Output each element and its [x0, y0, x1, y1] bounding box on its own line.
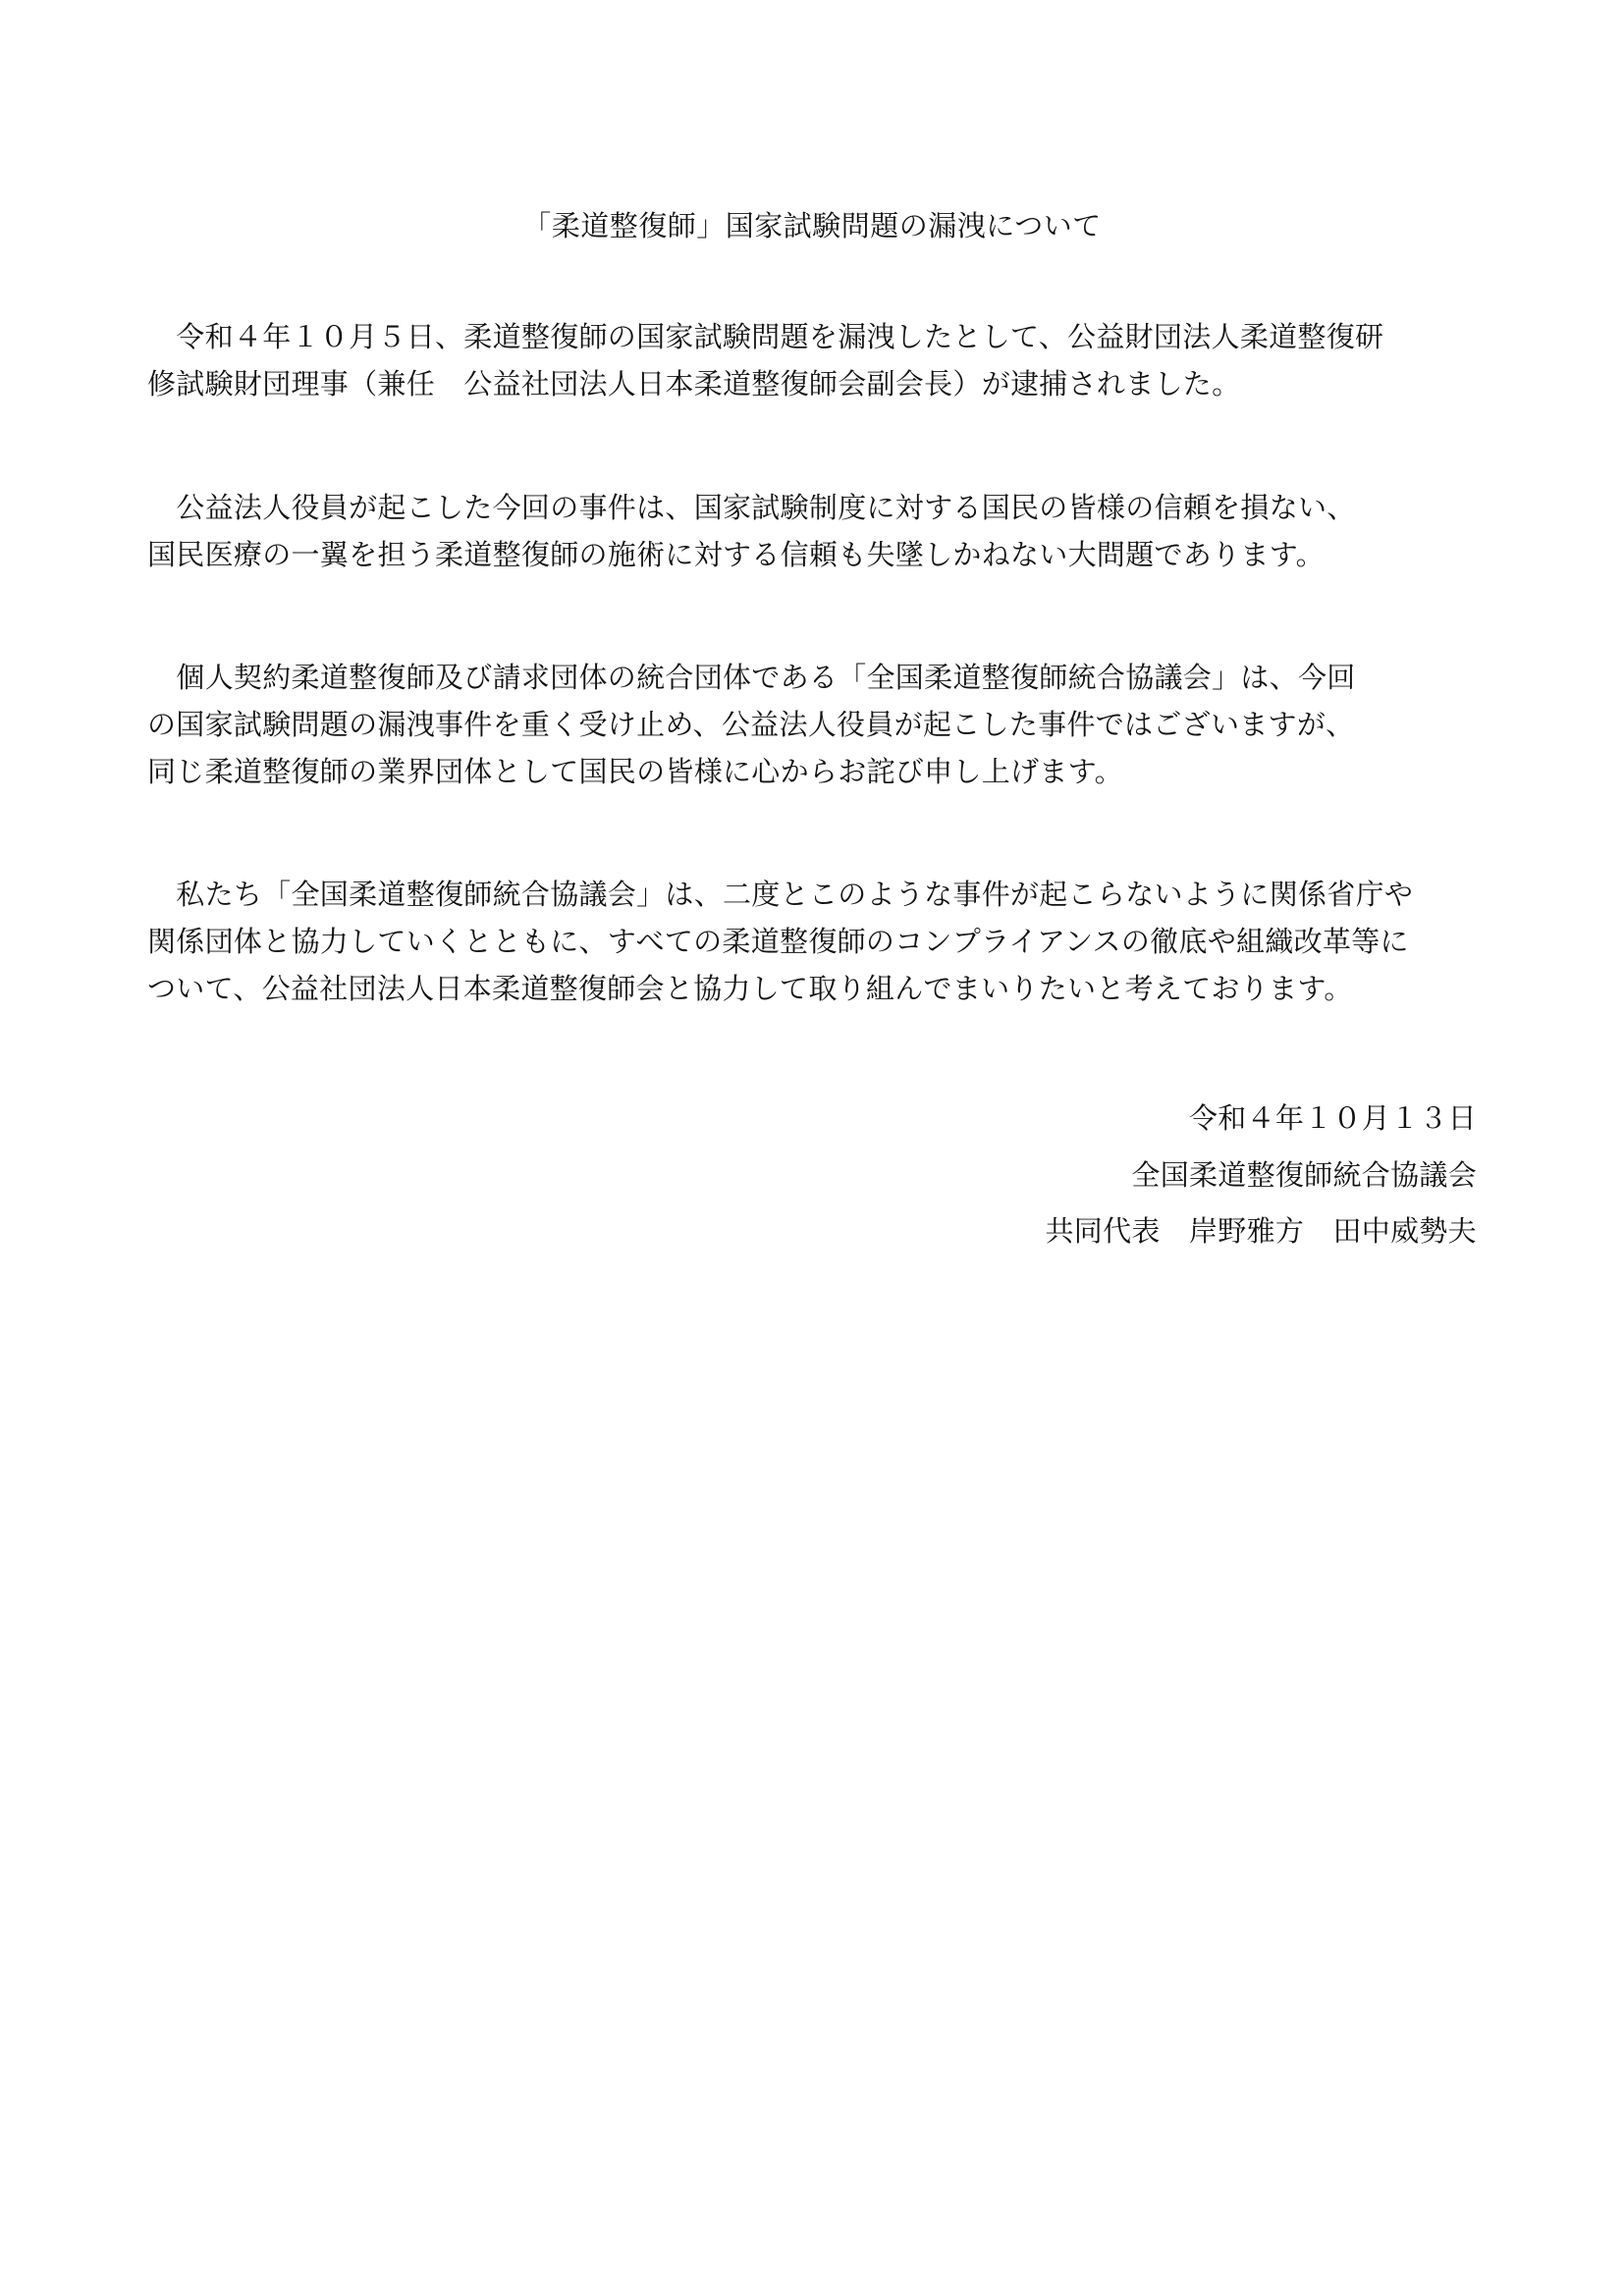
paragraph-line: ついて、公益社団法人日本柔道整復師会と協力して取り組んでまいりたいと考えております。 — [147, 972, 1353, 1005]
signature-date: 令和４年１０月１３日 — [1188, 1101, 1477, 1135]
paragraph-line: 国民医療の一翼を担う柔道整復師の施術に対する信頼も失墜しかねない大問題であります。 — [147, 538, 1325, 571]
paragraph-trust-impact — [147, 484, 1492, 578]
paragraph-line: の国家試験問題の漏洩事件を重く受け止め、公益法人役員が起こした事件ではございますが、 — [147, 708, 1355, 741]
document-title: 「柔道整復師」国家試験問題の漏洩について — [522, 209, 1102, 242]
paragraph-line: 公益法人役員が起こした今回の事件は、国家試験制度に対する国民の皆様の信頼を損ない、 — [147, 491, 1356, 524]
paragraph-arrest-notice — [147, 313, 1492, 407]
paragraph-line: 令和４年１０月５日、柔道整復師の国家試験問題を漏洩したとして、公益財団法人柔道整復研 — [147, 320, 1384, 353]
paragraph-line: 同じ柔道整復師の業界団体として国民の皆様に心からお詫び申し上げます。 — [147, 755, 1123, 788]
paragraph-line: 修試験財団理事（兼任 公益社団法人日本柔道整復師会副会長）が逮捕されました。 — [147, 367, 1241, 400]
paragraph-line: 個人契約柔道整復師及び請求団体の統合団体である「全国柔道整復師統合協議会」は、今回 — [147, 661, 1356, 694]
paragraph-line: 関係団体と協力していくとともに、すべての柔道整復師のコンプライアンスの徹底や組織改革等に — [147, 925, 1409, 958]
paragraph-line: 私たち「全国柔道整復師統合協議会」は、二度とこのような事件が起こらないように関係省庁や — [147, 878, 1414, 911]
signature-representatives: 共同代表 岸野雅方 田中威勢夫 — [1045, 1214, 1477, 1248]
paragraph-apology — [147, 654, 1492, 795]
signature-organization: 全国柔道整復師統合協議会 — [1131, 1158, 1477, 1192]
paragraph-commitment — [147, 871, 1492, 1012]
